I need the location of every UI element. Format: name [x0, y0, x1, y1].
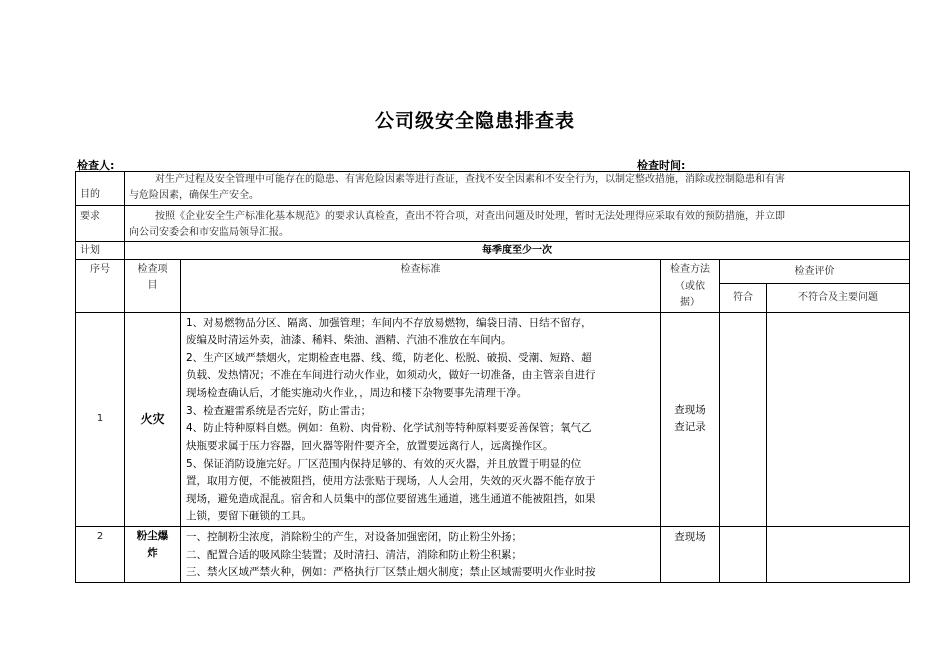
inspector-label: 检查人:	[77, 159, 115, 172]
row-item-line2: 炸	[147, 546, 158, 559]
plan-label: 计划	[76, 242, 125, 260]
row-item: 火灾	[125, 312, 181, 527]
standard-line: 废编及时清运外卖，油漆、稀料、柴油、酒精、汽油不准放在车间内。	[186, 334, 512, 347]
page-title: 公司级安全隐患排查表	[374, 110, 575, 132]
row-nonconform-cell[interactable]	[767, 312, 910, 527]
row-item-line1: 粉尘爆	[136, 530, 169, 542]
standard-line: 二、配置合适的吸风除尘装置；及时清扫、清洁，消除和防止粉尘积累；	[186, 548, 522, 561]
row-nonconform-cell[interactable]	[767, 527, 910, 583]
standard-line: 上锁，要留下砸锁的工具。	[186, 510, 312, 523]
col-conform-header: 符合	[720, 284, 767, 312]
row-seq: 2	[76, 527, 125, 583]
inspection-table	[75, 171, 910, 583]
row-conform-cell[interactable]	[720, 527, 767, 583]
inspection-time-label: 检查时间:	[637, 159, 686, 172]
standard-line: 置，取用方便，不能被阻挡，使用方法张贴于现场，人人会用，失效的灭火器不能存放于	[186, 475, 596, 488]
col-seq-header: 序号	[76, 260, 125, 313]
col-item-header-line2: 目	[147, 280, 158, 291]
column-header-row	[76, 260, 910, 284]
row-method-line1: 查现场	[674, 404, 706, 417]
plan-text: 每季度至少一次	[125, 242, 910, 260]
col-item-header-line1: 检查项	[137, 264, 168, 275]
requirement-row	[76, 206, 910, 242]
plan-row	[76, 242, 910, 260]
table-row	[76, 527, 910, 583]
standard-line: 现场，避免造成混乱。宿舍和人员集中的部位要留逃生通道，逃生通道不能被阻挡，如果	[186, 492, 596, 505]
col-standard-header: 检查标准	[181, 260, 661, 313]
requirement-text-line1: 按照《企业安全生产标准化基本规范》的要求认真检查，查出不符合项，对查出问题及时处理，暂时无法处理得应采取有效的预防措施，并立即	[155, 211, 785, 222]
purpose-text	[125, 172, 910, 206]
row-method	[661, 312, 720, 527]
purpose-text-line1: 对生产过程及安全管理中可能存在的隐患、有害危险因素等进行查证，查找不安全因素和不安全行为，以制定整改措施，消除或控制隐患和有害	[155, 174, 785, 185]
table-row	[76, 312, 910, 527]
col-method-header-line2: （或依	[675, 280, 705, 292]
col-item-header	[125, 260, 181, 313]
purpose-label: 目的	[76, 172, 125, 206]
row-method-line1: 查现场	[674, 531, 706, 543]
standard-line: 2、生产区域严禁烟火，定期检查电器、线、缆，防老化、松脱、破损、受潮、短路、超	[186, 351, 592, 364]
col-nonconform-header: 不符合及主要问题	[767, 284, 910, 312]
row-standards	[181, 312, 661, 527]
col-method-header-line1: 检查方法	[670, 264, 710, 275]
row-method	[661, 527, 720, 583]
row-conform-cell[interactable]	[720, 312, 767, 527]
standard-line: 三、禁火区域严禁火种，例如：严格执行厂区禁止烟火制度；禁止区域需要明火作业时按	[186, 566, 596, 579]
requirement-text-line2: 向公司安委会和市安监局领导汇报。	[129, 227, 289, 238]
col-method-header	[661, 260, 720, 313]
row-method-line2: 查记录	[674, 421, 706, 434]
row-item	[125, 527, 181, 583]
standard-line: 1、对易燃物品分区、隔离、加强管理；车间内不存放易燃物，编袋日清、日结不留存，	[186, 316, 592, 329]
standard-line: 一、控制粉尘浓度，消除粉尘的产生，对设备加强密闭，防止粉尘外扬；	[186, 531, 522, 543]
purpose-row	[76, 172, 910, 206]
requirement-label: 要求	[76, 206, 125, 242]
row-standards	[181, 527, 661, 583]
standard-line: 负载、发热情况；不准在车间进行动火作业，如须动火，做好一切准备，由主管亲自进行	[186, 369, 596, 382]
standard-line: 4、防止特种原料自燃。例如：鱼粉、肉骨粉、化学试剂等特种原料要妥善保管；氧气乙	[186, 422, 592, 435]
standard-line: 炔瓶要求属于压力容器，回火器等附件要齐全，放置要远离行人，远离操作区。	[186, 439, 554, 452]
standard-line: 现场检查确认后，才能实施动火作业，，周边和楼下杂物要事先清理干净。	[186, 387, 528, 399]
purpose-text-line2: 与危险因素，确保生产安全。	[129, 190, 259, 201]
col-evaluation-header: 检查评价	[720, 260, 910, 284]
requirement-text	[125, 206, 910, 242]
standard-line: 5、保证消防设施完好。厂区范围内保持足够的、有效的灭火器，并且放置于明显的位	[186, 457, 582, 470]
row-seq: 1	[76, 312, 125, 527]
standard-line: 3、检查避雷系统是否完好，防止雷击；	[186, 404, 372, 417]
col-method-header-line3: 据）	[680, 297, 700, 308]
